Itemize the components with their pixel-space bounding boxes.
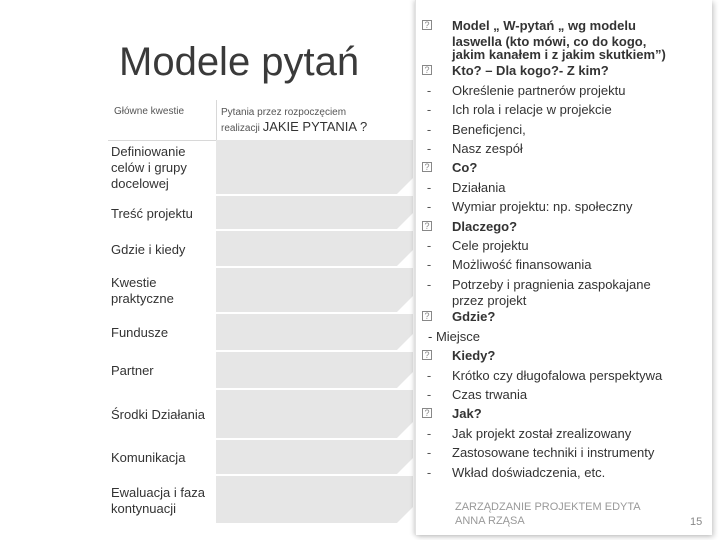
question-heading xyxy=(416,404,706,423)
slide-title: Modele pytań xyxy=(119,40,360,84)
checkbox-bullet-icon: ? xyxy=(422,311,432,321)
list-item-text: Jak projekt został zrealizowany xyxy=(452,425,632,441)
question-heading xyxy=(416,158,706,177)
list-item xyxy=(416,366,706,385)
table-cell xyxy=(216,231,413,268)
cell-fold xyxy=(397,178,413,194)
list-item-text: jakim kanałem i z jakim skutkiem”) xyxy=(452,47,666,63)
dash-bullet: - xyxy=(426,82,432,98)
cell-fold xyxy=(397,250,413,266)
dash-bullet: - xyxy=(426,386,432,402)
list-item xyxy=(416,236,706,255)
table-cell xyxy=(216,476,413,525)
footer-line-1: ZARZĄDZANIE PROJEKTEM EDYTA xyxy=(455,501,641,513)
dash-bullet: - xyxy=(426,102,432,118)
table-row-label: Środki Działania xyxy=(111,407,205,422)
list-item-text: Co? xyxy=(452,160,478,176)
question-heading xyxy=(416,217,706,236)
cell-fold xyxy=(397,458,413,474)
list-item xyxy=(416,294,706,307)
dash-bullet: - xyxy=(426,276,432,292)
cell-fold xyxy=(397,334,413,350)
slide-footer xyxy=(455,500,685,528)
dash-bullet: - xyxy=(426,121,432,137)
list-item xyxy=(416,120,706,139)
list-item-text: Dlaczego? xyxy=(452,218,518,234)
table-cell xyxy=(216,268,413,314)
table-cell xyxy=(216,196,413,231)
list-item xyxy=(416,81,706,100)
question-heading xyxy=(416,16,706,35)
dash-bullet: - xyxy=(426,445,432,461)
cell-fold xyxy=(397,296,413,312)
list-item-text: Zastosowane techniki i instrumenty xyxy=(452,445,655,461)
question-model-panel xyxy=(415,0,712,535)
list-item-text: Wkład doświadczenia, etc. xyxy=(452,464,606,480)
list-item-text: Ich rola i relacje w projekcie xyxy=(452,102,612,118)
list-item-text: Kto? – Dla kogo?- Z kim? xyxy=(452,63,609,79)
list-item-text: Gdzie? xyxy=(452,309,496,325)
footer-line-2: ANNA RZĄSA xyxy=(455,515,525,527)
header-questions-small-2: realizacji xyxy=(221,123,260,134)
table-cell xyxy=(216,440,413,476)
dash-bullet: - xyxy=(426,464,432,480)
dash-bullet: - xyxy=(426,199,432,215)
cell-fold xyxy=(397,213,413,229)
checkbox-bullet-icon: ? xyxy=(422,162,432,172)
list-item-text: Wymiar projektu: np. społeczny xyxy=(452,199,633,215)
list-item xyxy=(416,197,706,216)
dash-bullet: - xyxy=(426,257,432,273)
dash-bullet: - xyxy=(426,238,432,254)
table-row-label: Ewaluacja i faza kontynuacji xyxy=(111,484,205,516)
table-row-label: Treść projektu xyxy=(111,205,193,221)
checkbox-bullet-icon: ? xyxy=(422,350,432,360)
questions-table xyxy=(108,100,413,525)
list-item-text: Jak? xyxy=(452,406,482,422)
table-row-label: Kwestie praktyczne xyxy=(111,275,174,306)
cell-fold xyxy=(397,422,413,438)
page-number: 15 xyxy=(690,516,703,528)
list-item-text: Beneficjenci, xyxy=(452,121,526,137)
list-item-text: Model „ W-pytań „ wg modelu xyxy=(452,18,636,33)
table-cell xyxy=(216,390,413,440)
list-item-text: Określenie partnerów projektu xyxy=(452,82,626,98)
list-item-text: Działania xyxy=(452,179,506,195)
list-item-text: Potrzeby i pragnienia zaspokajane xyxy=(452,276,651,292)
table-row-label: Partner xyxy=(111,363,154,378)
question-heading xyxy=(416,307,706,326)
table-row-label: Fundusze xyxy=(111,325,169,340)
header-questions-big: JAKIE PYTANIA ? xyxy=(262,119,368,134)
table-header xyxy=(108,100,413,141)
checkbox-bullet-icon: ? xyxy=(422,408,432,418)
list-item-text: - Miejsce xyxy=(428,328,481,344)
checkbox-bullet-icon: ? xyxy=(422,221,432,231)
list-item-text: laswella (kto mówi, co do kogo, xyxy=(452,34,647,50)
header-divider xyxy=(216,100,217,140)
dash-bullet: - xyxy=(426,141,432,157)
list-item-text: Cele projektu xyxy=(452,238,529,254)
list-item-text: Kiedy? xyxy=(452,348,496,364)
checkbox-bullet-icon: ? xyxy=(422,65,432,75)
dash-bullet: - xyxy=(426,367,432,383)
dash-bullet: - xyxy=(426,179,432,195)
list-item xyxy=(416,139,706,158)
list-item-text: przez projekt xyxy=(452,293,527,309)
list-item-text: Krótko czy długofalowa perspektywa xyxy=(452,367,663,383)
cell-fold xyxy=(397,372,413,388)
list-item xyxy=(416,178,706,197)
list-item xyxy=(416,100,706,119)
question-heading xyxy=(416,346,706,365)
list-item-text: Nasz zespół xyxy=(452,141,523,157)
questions-column xyxy=(216,140,413,525)
question-model-list xyxy=(416,16,706,482)
list-item xyxy=(416,327,706,346)
list-item xyxy=(416,443,706,462)
list-item xyxy=(416,48,706,61)
question-heading xyxy=(416,61,706,80)
header-questions-small-1: Pytania przez rozpoczęciem xyxy=(221,107,347,118)
checkbox-bullet-icon: ? xyxy=(422,20,432,30)
list-item xyxy=(416,255,706,274)
table-cell xyxy=(216,352,413,390)
list-item xyxy=(416,424,706,443)
table-cell xyxy=(216,314,413,352)
table-row-label: Komunikacja xyxy=(111,450,186,465)
list-item-text: Możliwość finansowania xyxy=(452,257,592,273)
header-questions xyxy=(221,106,367,136)
dash-bullet: - xyxy=(426,425,432,441)
list-item xyxy=(416,463,706,482)
list-item xyxy=(416,385,706,404)
table-row-label: Definiowanie celów i grupy docelowej xyxy=(111,144,187,191)
header-main-issues: Główne kwestie xyxy=(114,106,185,117)
table-row-label: Gdzie i kiedy xyxy=(111,241,186,257)
list-item-text: Czas trwania xyxy=(452,386,528,402)
list-item xyxy=(416,275,706,294)
cell-fold xyxy=(397,507,413,523)
table-cell xyxy=(216,140,413,196)
